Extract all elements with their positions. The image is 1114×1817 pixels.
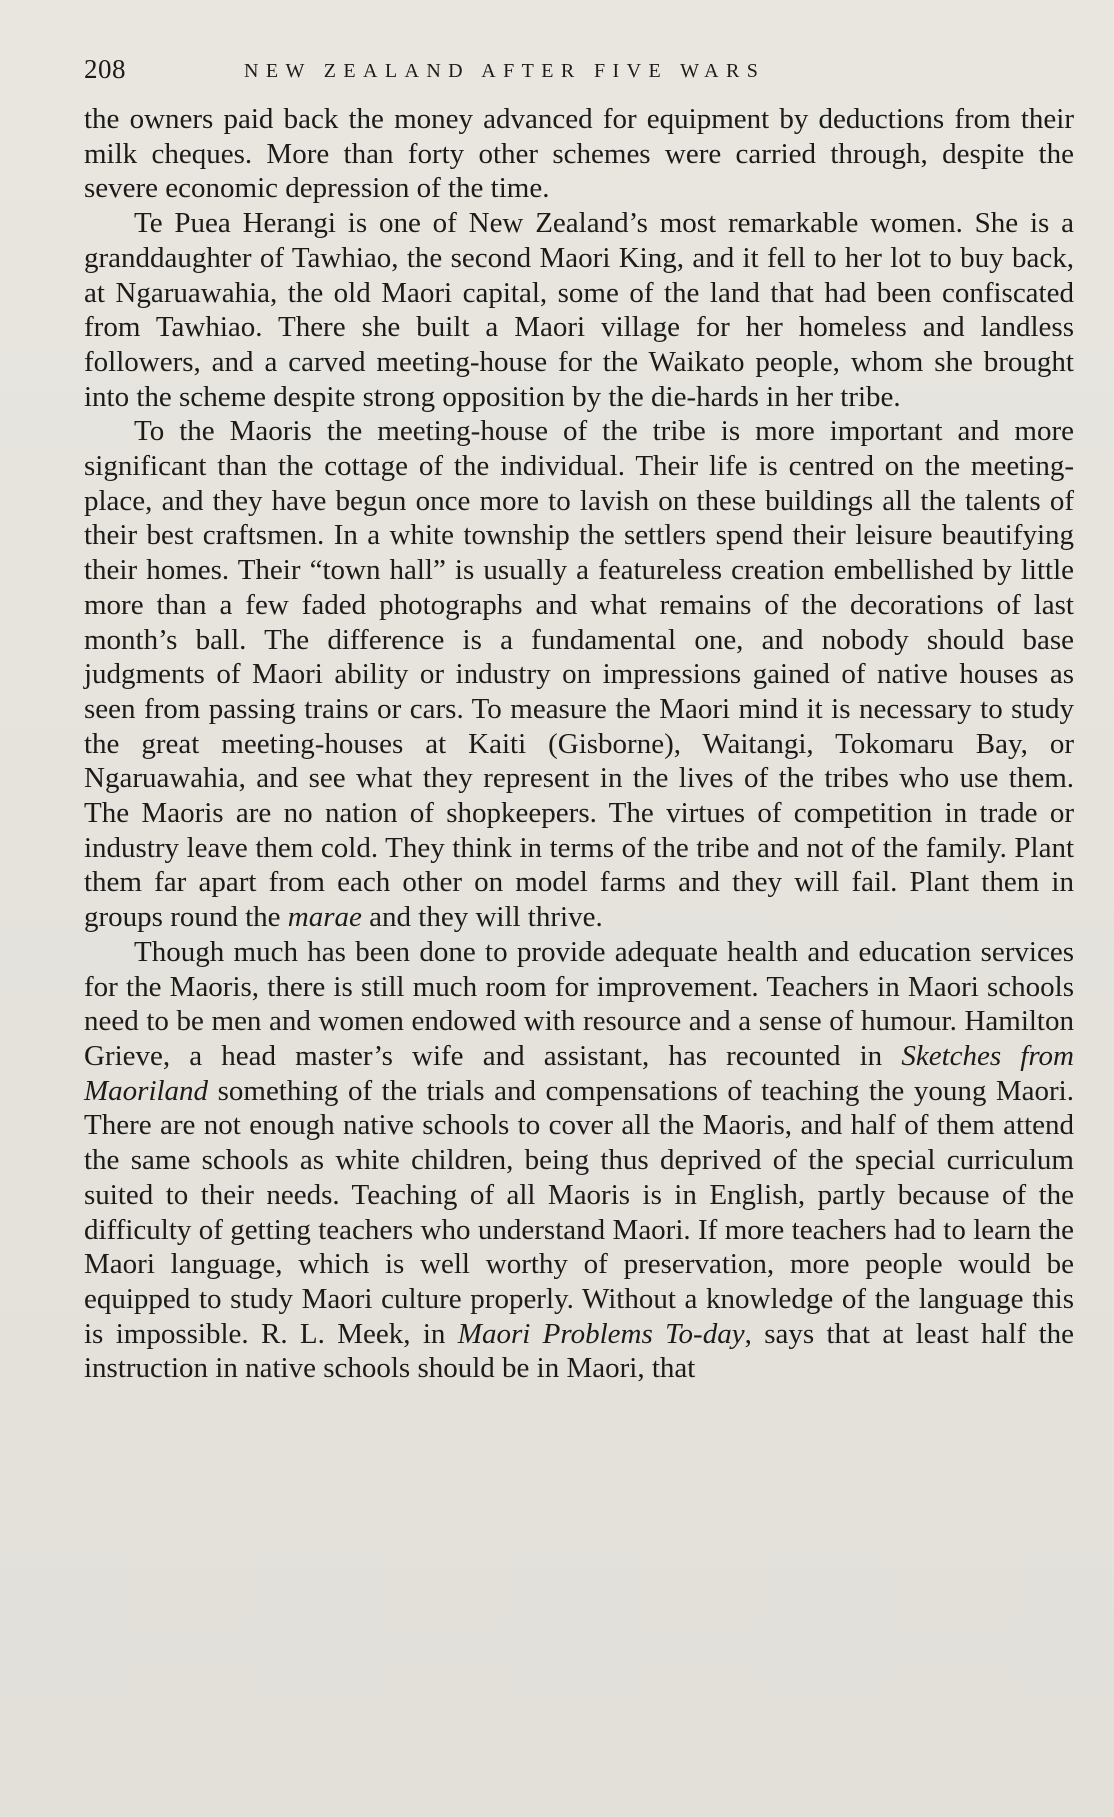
paragraph-4: [84, 935, 1074, 1386]
paragraph-4-text-b: something of the trials and compensations of teaching the young Maori. There are not enough native schools to cover all the Maoris, and half of them attend the same schools as white children, being thus deprived of the special curriculum suited to their needs. Teaching of all Maoris is in English, partly because of the difficulty of getting teachers who understand Maori. If more teachers had to learn the Maori language, which is well worthy of preservation, more people would be equipped to study Maori culture properly. Without a knowledge of the language this is impossible. R. L. Meek, in: [84, 1074, 1074, 1350]
paragraph-2: Te Puea Herangi is one of New Zealand’s most remarkable women. She is a granddaughter of Tawhiao, the second Maori King, and it fell to her lot to buy back, at Ngaruawahia, the old Maori capital, some of the land that had been confiscated from Tawhiao. There she built a Maori village for her homeless and landless followers, and a carved meeting-house for the Waikato people, whom she brought into the scheme despite strong opposition by the die-hards in her tribe.: [84, 207, 1074, 413]
paragraph-3-text-b: and they will thrive.: [361, 901, 603, 934]
paragraph-3: [84, 414, 1074, 935]
page-number: 208: [84, 54, 126, 84]
paragraph-4-text-c: , says that at least half the instruction in native schools should be in Maori, that: [84, 1317, 1074, 1385]
body-text: [84, 102, 1074, 1386]
paragraph-4-book-title-2: Maori Problems To-day: [457, 1317, 745, 1350]
paragraph-4-book-title-1: Sketches from Maoriland: [84, 1039, 1075, 1107]
running-title: NEW ZEALAND AFTER FIVE WARS: [244, 60, 766, 82]
paragraph-3-italic-term: marae: [287, 901, 362, 934]
paragraph-1: the owners paid back the money advanced for equipment by deductions from their milk cheques. More than forty other schemes were carried through, despite the severe economic depression of the time.: [84, 103, 1074, 205]
paragraph-4-text-a: Though much has been done to provide adequate health and education services for the Maoris, there is still much room for improvement. Teachers in Maori schools need to be men and women endowed with resource and a sense of humour. Hamilton Grieve, a head master’s wife and assistant, has recounted in: [84, 935, 1074, 1072]
paragraph-3-text-a: To the Maoris the meeting-house of the tribe is more important and more significant than the cottage of the individual. Their life is centred on the meeting-place, and they have begun once more to lavish on these buildings all the talents of their best craftsmen. In a white township the settlers spend their leisure beautifying their homes. Their “town hall” is usually a featureless creation embellished by little more than a few faded photographs and what remains of the decorations of last month’s ball. The difference is a fundamental one, and nobody should base judgments of Maori ability or industry on impressions gained of native houses as seen from passing trains or cars. To measure the Maori mind it is necessary to study the great meeting-houses at Kaiti (Gisborne), Waitangi, Tokomaru Bay, or Ngaruawahia, and see what they represent in the lives of the tribes who use them. The Maoris are no nation of shopkeepers. The virtues of competition in trade or industry leave them cold. They think in terms of the tribe and not of the family. Plant them far apart from each other on model farms and they will fail. Plant them in groups round the: [84, 415, 1074, 934]
running-head: [84, 54, 1074, 98]
